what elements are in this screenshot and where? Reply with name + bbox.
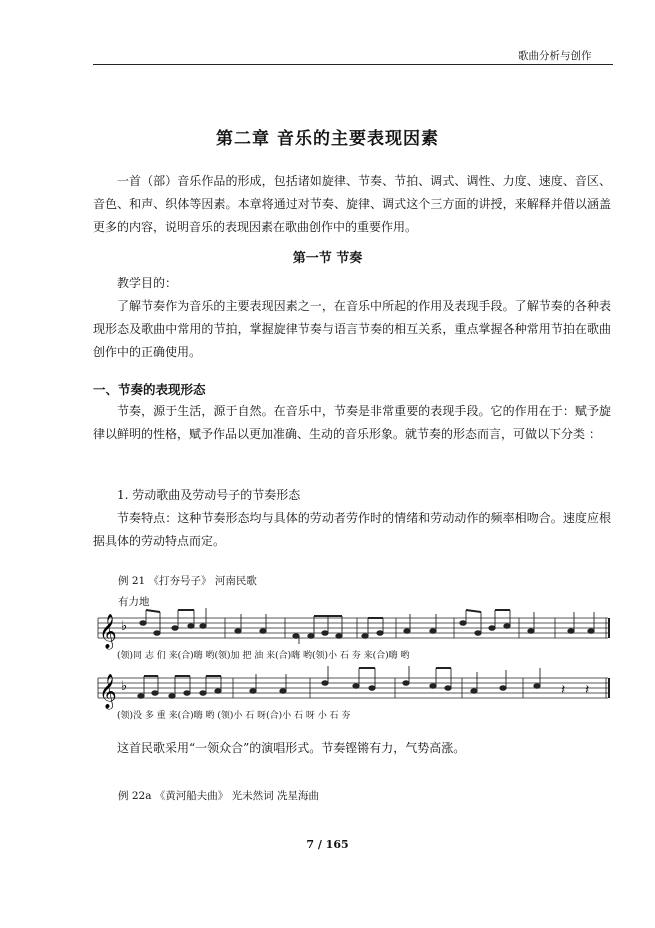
tempo-marking: 有力地	[118, 596, 150, 608]
section-title: 第一节 节奏	[292, 251, 363, 266]
subsection-title: 一、节奏的表现形态	[93, 382, 206, 397]
chapter-title: 第二章 音乐的主要表现因素	[216, 129, 439, 149]
flat-icon: ♭	[121, 679, 128, 694]
example21-label: 例 21 《打夯号子》 河南民歌	[118, 575, 257, 587]
item1-title: 1. 劳动歌曲及劳动号子的节奏形态	[117, 488, 301, 502]
treble-clef-icon: 𝄞	[99, 674, 117, 709]
example22-label: 例 22a 《黄河船夫曲》 光未然词 冼星海曲	[118, 790, 319, 802]
lyrics-line-2: (领)没 多 重 来(合)嗨 哟 (领)小 石 呀(合)小 石 呀 小 石 夯	[117, 711, 351, 721]
objectives-label: 教学目的：	[117, 276, 178, 290]
conclusion-paragraph: 这首民歌采用“一领众合”的演唱形式。节奏铿锵有力，气势高涨。	[117, 741, 466, 755]
rest-icon: 𝄽	[585, 682, 590, 698]
objectives-paragraph: 了解节奏作为音乐的主要表现因素之一，在音乐中所起的作用及表现手段。了解节奏的各种表现形态及歌曲中常用的节拍，掌握旋律节奏与语言节奏的相互关系，重点掌握各种常用节拍在歌曲创作中的正确使用。	[93, 299, 611, 359]
header-rule	[93, 64, 613, 65]
intro-paragraph: 一首（部）音乐作品的形成，包括诸如旋律、节奏、节拍、调式、调性、力度、速度、音区、音色、和声、织体等因素。本章将通过对节奏、旋律、调式这个三方面的讲授，来解释并借以涵盖更多的内容，说明音乐的表现因素在歌曲创作中的重要作用。	[93, 174, 611, 234]
subsection-paragraph: 节奏，源于生活，源于自然。在音乐中，节奏是非常重要的表现手段。它的作用在于：赋予旋律以鲜明的性格，赋予作品以更加准确、生动的音乐形象。就节奏的形态而言，可做以下分类 ：	[93, 404, 611, 441]
running-header: 歌曲分析与创作	[518, 50, 592, 62]
flat-icon: ♭	[121, 619, 128, 634]
treble-clef-icon: 𝄞	[99, 614, 117, 649]
page-number: 7 / 165	[306, 838, 349, 851]
rest-icon: 𝄽	[561, 682, 566, 698]
lyrics-line-1: (领)同 志 们 来(合)嗨 哟(领)加 把 油 来(合)嗨 哟(领)小 石 夯 来(合)嗨 哟	[117, 651, 410, 661]
item1-paragraph: 节奏特点：这种节奏形态均与具体的劳动者劳作时的情绪和劳动动作的频率相吻合。速度应根据具体的劳动特点而定。	[93, 511, 611, 548]
